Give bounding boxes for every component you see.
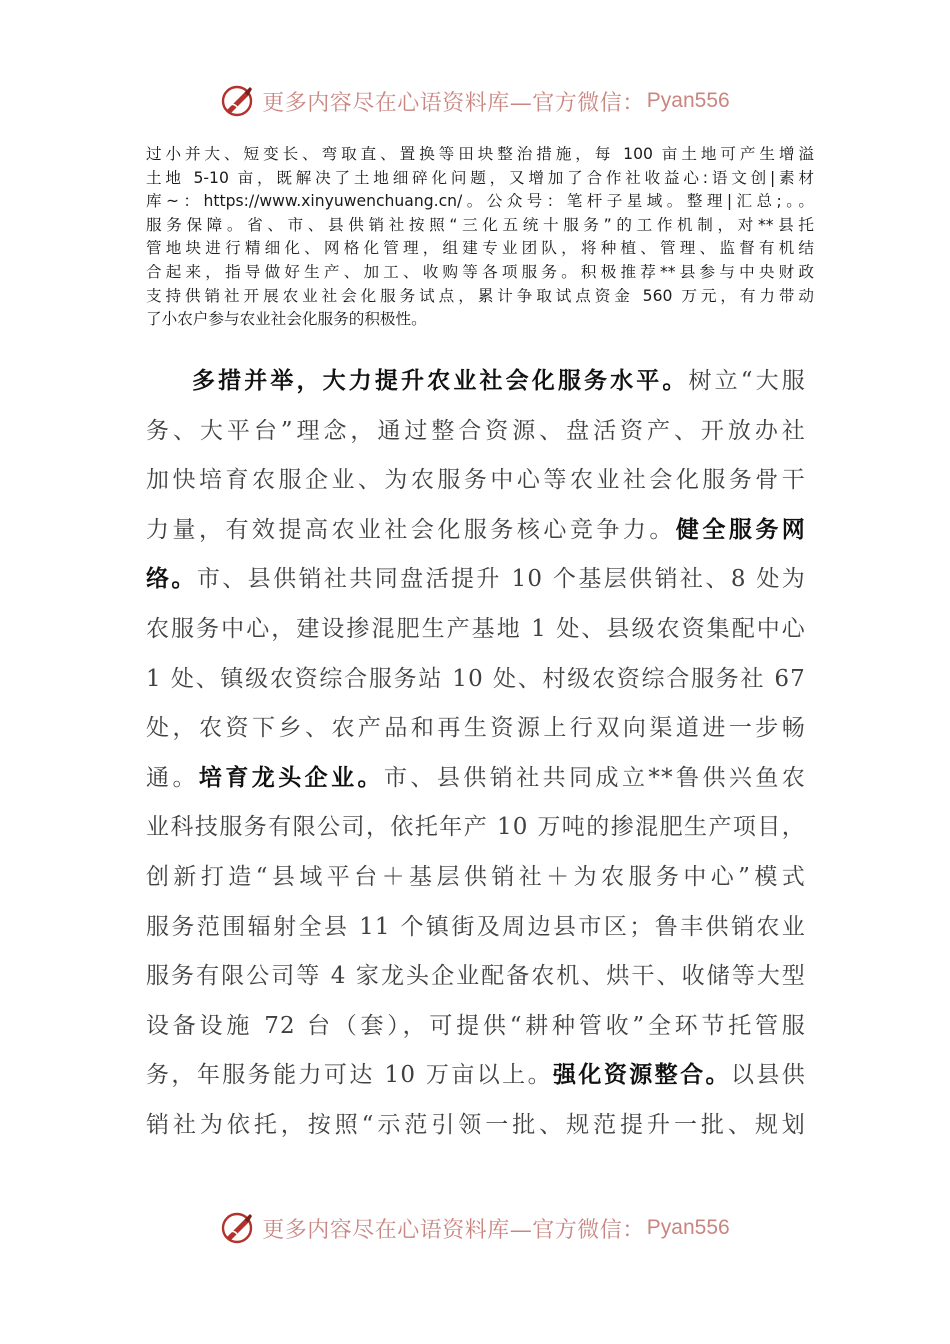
main-line: 服务有限公司等 4 家龙头企业配备农机、烘干、收储等大型 — [146, 963, 806, 990]
section-heading: 多措并举，大力提升农业社会化服务水平。 — [192, 368, 689, 394]
subheading-resource-integration: 强化资源整合。 — [553, 1062, 731, 1089]
main-line: 络。市、县供销社共同盘活提升 10 个基层供销社、8 处为 — [146, 566, 806, 593]
main-line: 多措并举，大力提升农业社会化服务水平。树立“大服 — [192, 368, 806, 394]
main-line: 处，农资下乡、农产品和再生资源上行双向渠道进一步畅 — [146, 715, 806, 742]
header-wechat-id: Pyan556 — [646, 89, 730, 112]
main-line: 服务范围辐射全县 11 个镇街及周边县市区；鲁丰供销农业 — [146, 913, 806, 940]
intro-paragraph — [146, 143, 814, 332]
intro-line: 库~：https://www.xinyuwenchuang.cn/。公众号：笔杆子星域。整理|汇总;。。 — [146, 192, 814, 211]
main-line: 加快培育农服企业、为农服务中心等农业社会化服务骨干 — [146, 467, 806, 494]
footer-banner-text: 更多内容尽在心语资料库—官方微信： — [262, 1217, 645, 1243]
subheading-network-end: 络。 — [146, 566, 197, 593]
main-line: 通。培育龙头企业。市、县供销社共同成立**鲁供兴鱼农 — [146, 764, 806, 791]
main-line: 农服务中心，建设掺混肥生产基地 1 处、县级农资集配中心 — [146, 615, 806, 642]
main-line: 务，年服务能力可达 10 万亩以上。强化资源整合。以县供 — [146, 1062, 806, 1089]
intro-line: 合起来，指导做好生产、加工、收购等各项服务。积极推荐**县参与中央财政 — [146, 262, 814, 281]
subheading-leading-enterprises: 培育龙头企业。 — [198, 764, 384, 791]
header-banner — [0, 78, 950, 124]
main-line: 销社为依托，按照“示范引领一批、规范提升一批、规划 — [146, 1111, 806, 1138]
intro-line: 支持供销社开展农业社会化服务试点，累计争取试点资金 560 万元，有力带动 — [146, 286, 814, 305]
subheading-network: 健全服务网 — [675, 516, 806, 543]
main-line: 业科技服务有限公司，依托年产 10 万吨的掺混肥生产项目， — [146, 814, 806, 841]
intro-line: 服务保障。省、市、县供销社按照“三化五统十服务”的工作机制，对**县托 — [146, 215, 814, 234]
main-line: 1 处、镇级农资综合服务站 10 处、村级农资综合服务社 67 — [146, 665, 806, 692]
main-line: 设备设施 72 台（套），可提供“耕种管收”全环节托管服 — [146, 1012, 806, 1039]
footer-banner — [0, 1205, 950, 1251]
intro-line: 了小农户参与农业社会化服务的积极性。 — [146, 310, 427, 329]
main-line: 力量，有效提高农业社会化服务核心竞争力。健全服务网 — [146, 516, 806, 543]
intro-line: 管地块进行精细化、网格化管理，组建专业团队，将种植、管理、监督有机结 — [146, 239, 814, 258]
main-line: 创新打造“县域平台＋基层供销社＋为农服务中心”模式 — [146, 863, 806, 890]
intro-line: 过小并大、短变长、弯取直、置换等田块整治措施，每 100 亩土地可产生增溢 — [146, 145, 814, 163]
pen-logo-icon — [220, 1210, 256, 1246]
footer-wechat-id: Pyan556 — [646, 1216, 730, 1239]
main-line: 务、大平台”理念，通过整合资源、盘活资产、开放办社 — [146, 417, 806, 444]
header-banner-text: 更多内容尽在心语资料库—官方微信： — [262, 90, 645, 116]
pen-logo-icon — [220, 83, 256, 119]
main-paragraph — [146, 357, 806, 1151]
intro-line: 土地 5-10 亩，既解决了土地细碎化问题，又增加了合作社收益心:语文创|素材 — [146, 168, 814, 187]
